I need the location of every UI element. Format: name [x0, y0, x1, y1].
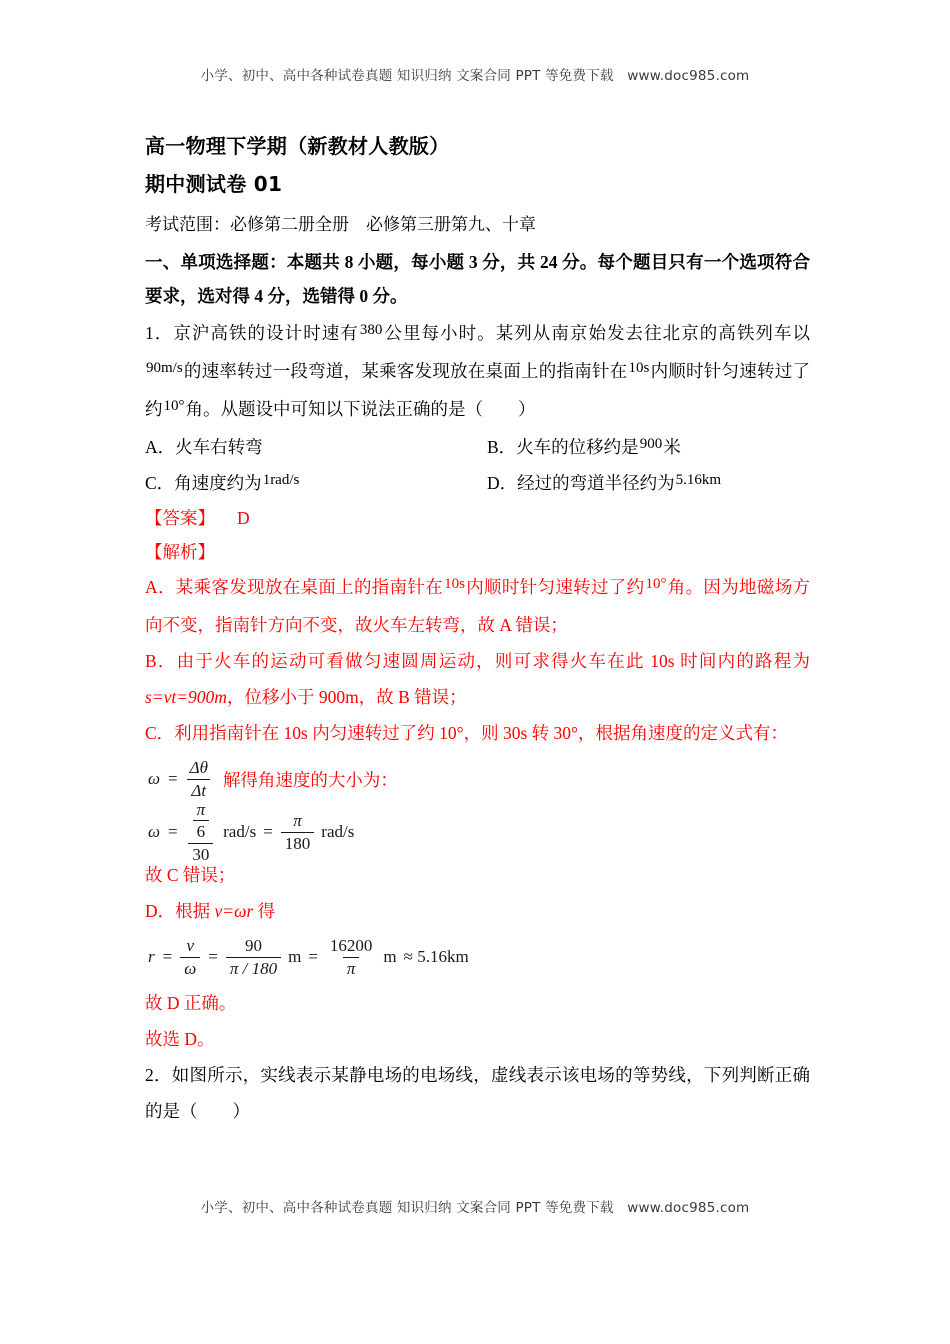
- question-1-text: [145, 315, 810, 429]
- question-1-seg-5: 角。从题设中可知以下说法正确的是（ ）: [185, 399, 536, 419]
- option-c-label: C．: [145, 473, 175, 493]
- exam-scope: 考试范围：必修第二册全册 必修第三册第九、十章: [145, 215, 536, 234]
- formula-omega-value-inner-num: π: [196, 800, 206, 820]
- option-b-label: B．: [487, 437, 517, 457]
- answer-value: D: [237, 508, 250, 528]
- option-row-cd: [145, 465, 810, 501]
- formula-radius-den-2: π / 180: [226, 957, 281, 978]
- page-subtitle: 期中测试卷 01: [145, 172, 283, 196]
- formula-radius-unit-1: m: [288, 947, 302, 966]
- analysis-a-seg-1: A．某乘客发现放在桌面上的指南针在: [145, 577, 444, 597]
- formula-radius-fraction-1: [180, 936, 200, 977]
- formula-radius-approx: ≈ 5.16km: [403, 947, 469, 966]
- question-1-seg-3: 的速率转过一段弯道，某乘客发现放在桌面上的指南针在: [183, 361, 628, 381]
- formula-omega-fraction: [186, 758, 212, 799]
- analysis-d-formula: v=ωr: [214, 901, 254, 921]
- formula-omega-value-unit-2: rad/s: [321, 822, 355, 841]
- formula-radius-equals-3: =: [308, 947, 318, 966]
- analysis-d-pre: D．根据: [145, 901, 215, 921]
- running-footer: 小学、初中、高中各种试卷真题 知识归纳 文案合同 PPT 等免费下载 www.doc985.com: [200, 1200, 750, 1216]
- analysis-d-conclusion: 故 D 正确。: [145, 993, 237, 1013]
- option-a[interactable]: [145, 429, 263, 465]
- running-header: 小学、初中、高中各种试卷真题 知识归纳 文案合同 PPT 等免费下载 www.doc985.com: [200, 68, 750, 84]
- formula-radius-unit-2: m: [383, 947, 397, 966]
- option-a-text: 火车右转弯: [175, 437, 263, 457]
- formula-omega-value-equals-2: =: [263, 822, 273, 841]
- formula-omega-equals: =: [168, 769, 178, 788]
- analysis-option-c: C．利用指南针在 10s 内匀速转过了约 10°，则 30s 转 30°，根据角速度的定义式有：: [145, 723, 789, 743]
- option-d-label: D．: [487, 473, 518, 493]
- question-1-seg-4: 内顺时针匀速转过了约: [145, 361, 811, 419]
- analysis-b-line-1: B．由于火车的运动可看做匀速圆周运动，则可求得火车在此 10s 时间内的路程为: [145, 651, 810, 671]
- analysis-d-post: 得: [253, 901, 276, 921]
- formula-omega-definition: [145, 751, 810, 807]
- formula-radius-var: r: [148, 947, 155, 966]
- answer-line: [145, 501, 810, 535]
- question-2-number: 2．: [145, 1065, 172, 1085]
- analysis-option-a: [145, 569, 810, 643]
- formula-omega-var: ω: [148, 769, 161, 788]
- formula-omega-value-unit-1: rad/s: [223, 822, 257, 841]
- formula-omega-value-fraction-2: [281, 811, 315, 852]
- formula-radius-fraction-2: [226, 936, 281, 977]
- formula-radius-den-1: ω: [180, 957, 200, 978]
- option-d[interactable]: [487, 465, 722, 503]
- formula-radius-equals-2: =: [208, 947, 218, 966]
- analysis-b-line-2: ，位移小于 900m，故 B 错误；: [226, 687, 467, 707]
- formula-omega-value: [145, 800, 810, 864]
- analysis-a-math-10deg: 10°: [645, 576, 667, 592]
- question-1-math-380: 380: [359, 322, 383, 338]
- option-b-text: 火车的位移约是: [516, 437, 639, 457]
- formula-omega-note: 解得角速度的大小为：: [222, 769, 398, 790]
- formula-omega-denominator: Δt: [187, 779, 210, 800]
- analysis-a-seg-2: 内顺时针匀速转过了约: [465, 577, 645, 597]
- formula-radius-num-2: 90: [244, 936, 262, 956]
- formula-radius: [145, 929, 810, 985]
- formula-omega-numerator: Δθ: [189, 758, 208, 778]
- question-2-text: [145, 1057, 810, 1129]
- formula-radius-fraction-3: [326, 936, 377, 977]
- option-b[interactable]: [487, 429, 681, 467]
- question-2-body: 如图所示，实线表示某静电场的电场线，虚线表示该电场的等势线，下列判断正确的是（ ）: [145, 1065, 811, 1121]
- analysis-final-answer: 故选 D。: [145, 1029, 215, 1049]
- analysis-a-seg-3: 角。因为地磁场方向不变，指南针方向不变，故火车左转弯，故 A 错误；: [145, 577, 811, 635]
- option-b-suffix: 米: [663, 437, 681, 457]
- formula-radius-num-1: v: [186, 936, 194, 956]
- formula-omega-value-inner-den: 6: [193, 820, 210, 841]
- formula-radius-equals-1: =: [162, 947, 173, 966]
- analysis-a-math-10s: 10s: [444, 576, 465, 592]
- document-content: [145, 128, 810, 1129]
- formula-omega-value-outer-den: 30: [188, 843, 213, 864]
- question-1-math-10s: 10s: [628, 360, 650, 376]
- section-instruction: 一、单项选择题：本题共 8 小题，每小题 3 分，共 24 分。每个题目只有一个选项符合要求，选对得 4 分，选错得 0 分。: [145, 252, 810, 306]
- option-b-math: 900: [639, 436, 663, 452]
- formula-omega-value-equals: =: [168, 822, 178, 841]
- question-1-math-90ms: 90m/s: [146, 360, 183, 376]
- option-a-label: A．: [145, 437, 176, 457]
- formula-omega-value-outer-fraction: [186, 800, 217, 863]
- formula-omega-value-var: ω: [148, 822, 161, 841]
- answer-label: 【答案】: [145, 508, 215, 528]
- formula-radius-num-3: 16200: [329, 936, 373, 956]
- analysis-b-formula: s=vt=900m: [145, 687, 227, 707]
- option-c-text: 角速度约为: [174, 473, 262, 493]
- analysis-option-d: [145, 893, 810, 929]
- formula-omega-value-inner-fraction: [186, 800, 217, 842]
- question-1-seg-1: 京沪高铁的设计时速有: [173, 323, 359, 343]
- formula-radius-den-3: π: [343, 957, 360, 978]
- option-c[interactable]: [145, 465, 300, 503]
- question-1-seg-2: 公里每小时。某列从南京始发去往北京的高铁列车以: [383, 323, 811, 343]
- analysis-c-conclusion: 故 C 错误；: [145, 865, 236, 885]
- formula-omega-value-num-2: π: [293, 811, 302, 831]
- analysis-label: 【解析】: [145, 542, 215, 562]
- question-1-options: [145, 429, 810, 501]
- analysis-option-b: [145, 643, 810, 715]
- option-d-math: 5.16km: [675, 472, 722, 488]
- question-1-math-10deg: 10°: [163, 398, 185, 414]
- page-title: 高一物理下学期（新教材人教版）: [145, 134, 450, 158]
- option-d-text: 经过的弯道半径约为: [517, 473, 675, 493]
- option-row-ab: [145, 429, 810, 465]
- option-c-math: 1rad/s: [262, 472, 300, 488]
- question-1-number: 1．: [145, 323, 174, 343]
- formula-omega-value-den-2: 180: [281, 832, 315, 853]
